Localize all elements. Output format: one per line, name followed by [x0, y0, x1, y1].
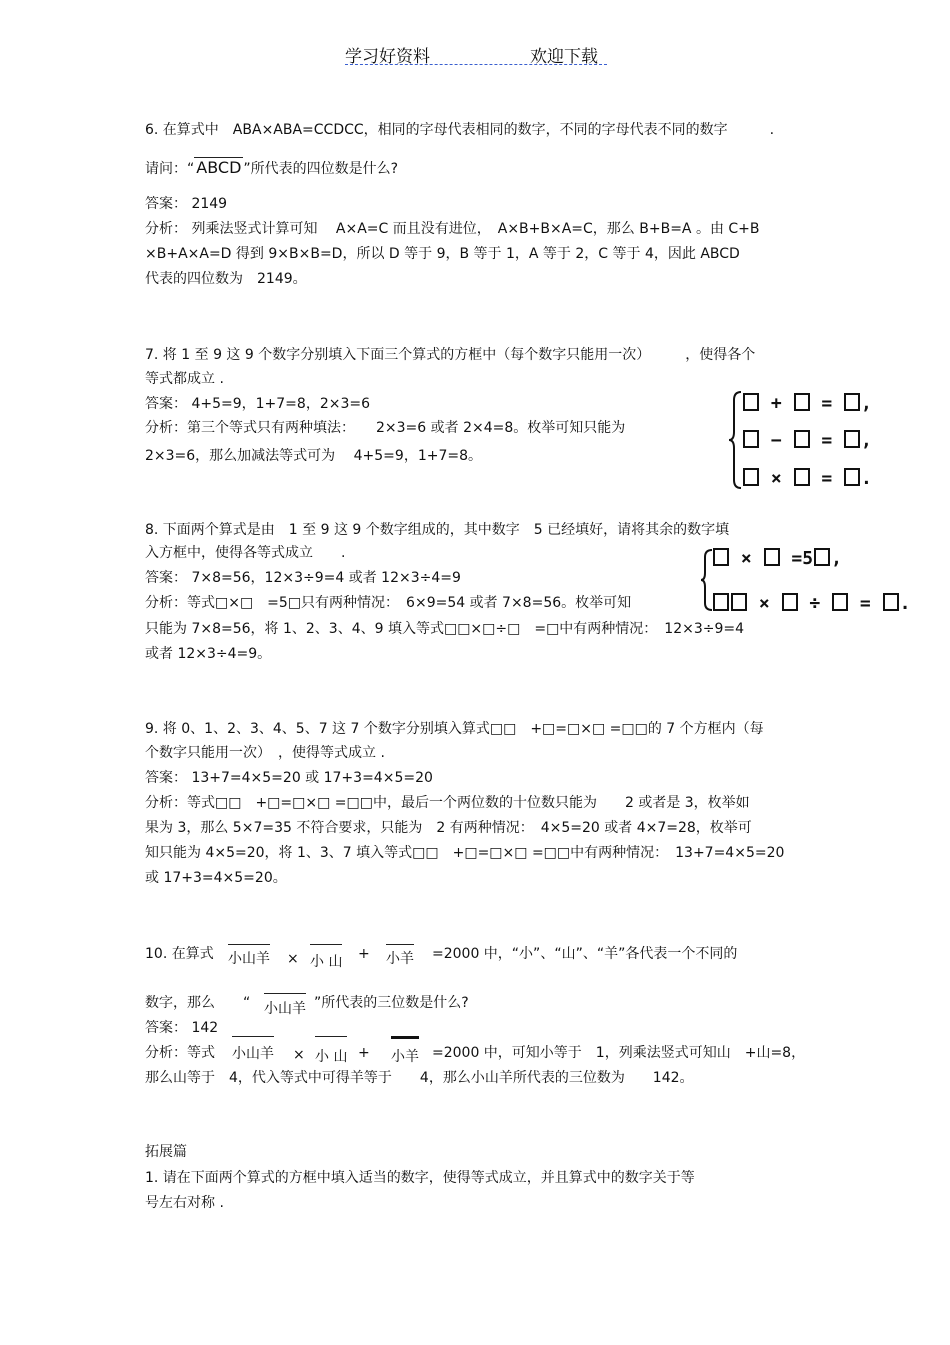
q9-analysis-1: 分析：等式□□ +□=□×□ =□□中，最后一个两位数的十位数只能为 2 或者是 3，枚举如 — [145, 795, 750, 811]
q6-ask — [145, 160, 398, 177]
q10-post: =2000 中，“小”、“山”、“羊”各代表一个不同的 — [432, 946, 738, 962]
header-left: 学习好资料 — [345, 47, 430, 67]
q10-analysis-pre: 分析：等式 — [145, 1045, 215, 1061]
q10-ask-post: ”所代表的三位数是什么? — [314, 995, 469, 1011]
q6-abcd-overline: ABCD — [196, 158, 242, 177]
ext-title: 拓展篇 — [145, 1144, 187, 1160]
q8-analysis-1: 分析：等式□×□ =5□只有两种情况： 6×9=54 或者 7×8=56。枚举可知 — [145, 595, 632, 611]
q8-answer: 答案： 7×8=56，12×3÷9=4 或者 12×3÷4=9 — [145, 570, 461, 586]
q8-eq-1: × =5 , — [712, 548, 842, 569]
q6-analysis-1: 分析： 列乘法竖式计算可知 A×A=C 而且没有进位， A×B+B×A=C，那么 B+B=A 。由 C+B — [145, 221, 760, 237]
q10-answer: 答案： 142 — [145, 1020, 219, 1036]
q10-word-xiaoshan: 小 山 — [310, 944, 342, 970]
q6-ask-pre: 请问：“ — [145, 161, 195, 177]
q8-analysis-2: 只能为 7×8=56，将 1、2、3、4、9 填入等式□□×□÷□ =□中有两种情况： 12×3÷9=4 — [145, 621, 745, 637]
q9-question-2: 个数字只能用一次） ，使得等式成立 . — [145, 745, 385, 761]
q6-analysis-3: 代表的四位数为 2149。 — [145, 271, 307, 287]
q9-analysis-4: 或 17+3=4×5=20。 — [145, 870, 287, 886]
q6-analysis-2: ×B+A×A=D 得到 9×B×B=D，所以 D 等于 9，B 等于 1，A 等于 2，C 等于 4，因此 ABCD — [145, 246, 740, 262]
q8-eq-2: × ÷ = . — [712, 593, 910, 614]
q6-answer: 答案： 2149 — [145, 196, 228, 212]
q7-question-2: 等式都成立 . — [145, 371, 224, 387]
header-right: 欢迎下载 — [530, 47, 598, 67]
q10-word-xiaoshanyang: 小山羊 — [228, 944, 270, 967]
q10-ask-pre: 数字，那么 “ — [145, 995, 251, 1011]
q9-analysis-2: 果为 3，那么 5×7=35 不符合要求，只能为 2 有两种情况： 4×5=20 或者 4×7=28，枚举可 — [145, 820, 752, 836]
q10-ask-word: 小山羊 — [264, 993, 306, 1017]
q7-analysis-1: 分析：第三个等式只有两种填法： 2×3=6 或者 2×4=8。枚举可知只能为 — [145, 420, 626, 436]
q7-eq-add: + = , — [742, 393, 872, 414]
q9-analysis-3: 知只能为 4×5=20，将 1、3、7 填入等式□□ +□=□×□ =□□中有两种情况： 13+7=4×5=20 — [145, 845, 785, 861]
q8-question-2: 入方框中，使得各等式成立 . — [145, 545, 346, 561]
q10-analysis-word-2: 小 山 — [315, 1036, 347, 1065]
q10-word-xiaoyang: 小羊 — [386, 944, 414, 967]
q7-answer: 答案： 4+5=9，1+7=8，2×3=6 — [145, 396, 370, 412]
q6-ask-post: ”所代表的四位数是什么? — [243, 161, 399, 177]
q7-eq-mul: × = . — [742, 468, 872, 489]
q9-answer: 答案： 13+7=4×5=20 或 17+3=4×5=20 — [145, 770, 433, 786]
q8-analysis-3: 或者 12×3÷4=9。 — [145, 646, 272, 662]
ext-question-1: 1. 请在下面两个算式的方框中填入适当的数字，使得等式成立，并且算式中的数字关于等 — [145, 1170, 695, 1186]
q10-plus: + — [358, 946, 370, 962]
header-divider — [345, 64, 607, 65]
q6-question: 6. 在算式中 ABA×ABA=CCDCC，相同的字母代表相同的数字，不同的字母代表不同的数字 . — [145, 122, 775, 138]
q10-times: × — [287, 951, 299, 967]
q7-analysis-2: 2×3=6，那么加减法等式可为 4+5=9，1+7=8。 — [145, 448, 482, 464]
q7-question-1: 7. 将 1 至 9 这 9 个数字分别填入下面三个算式的方框中（每个数字只能用一次） ，使得各个 — [145, 347, 756, 363]
q10-pre: 10. 在算式 — [145, 946, 214, 962]
q10-analysis-word-3: 小羊 — [391, 1036, 419, 1065]
q8-question-1: 8. 下面两个算式是由 1 至 9 这 9 个数字组成的，其中数字 5 已经填好，请将其余的数字填 — [145, 522, 730, 538]
q7-eq-sub: − = , — [742, 430, 872, 451]
q10-analysis-2: 那么山等于 4，代入等式中可得羊等于 4，那么小山羊所代表的三位数为 142。 — [145, 1070, 694, 1086]
q10-analysis-times: × — [293, 1047, 305, 1063]
ext-question-2: 号左右对称 . — [145, 1195, 224, 1211]
q10-analysis-plus: + — [358, 1045, 370, 1061]
q10-analysis-post: =2000 中，可知小等于 1，列乘法竖式可知山 +山=8， — [432, 1045, 806, 1061]
q10-analysis-word-1: 小山羊 — [232, 1036, 274, 1062]
q9-question-1: 9. 将 0、1、2、3、4、5、7 这 7 个数字分别填入算式□□ +□=□×□ =□□的 7 个方框内（每 — [145, 721, 764, 737]
